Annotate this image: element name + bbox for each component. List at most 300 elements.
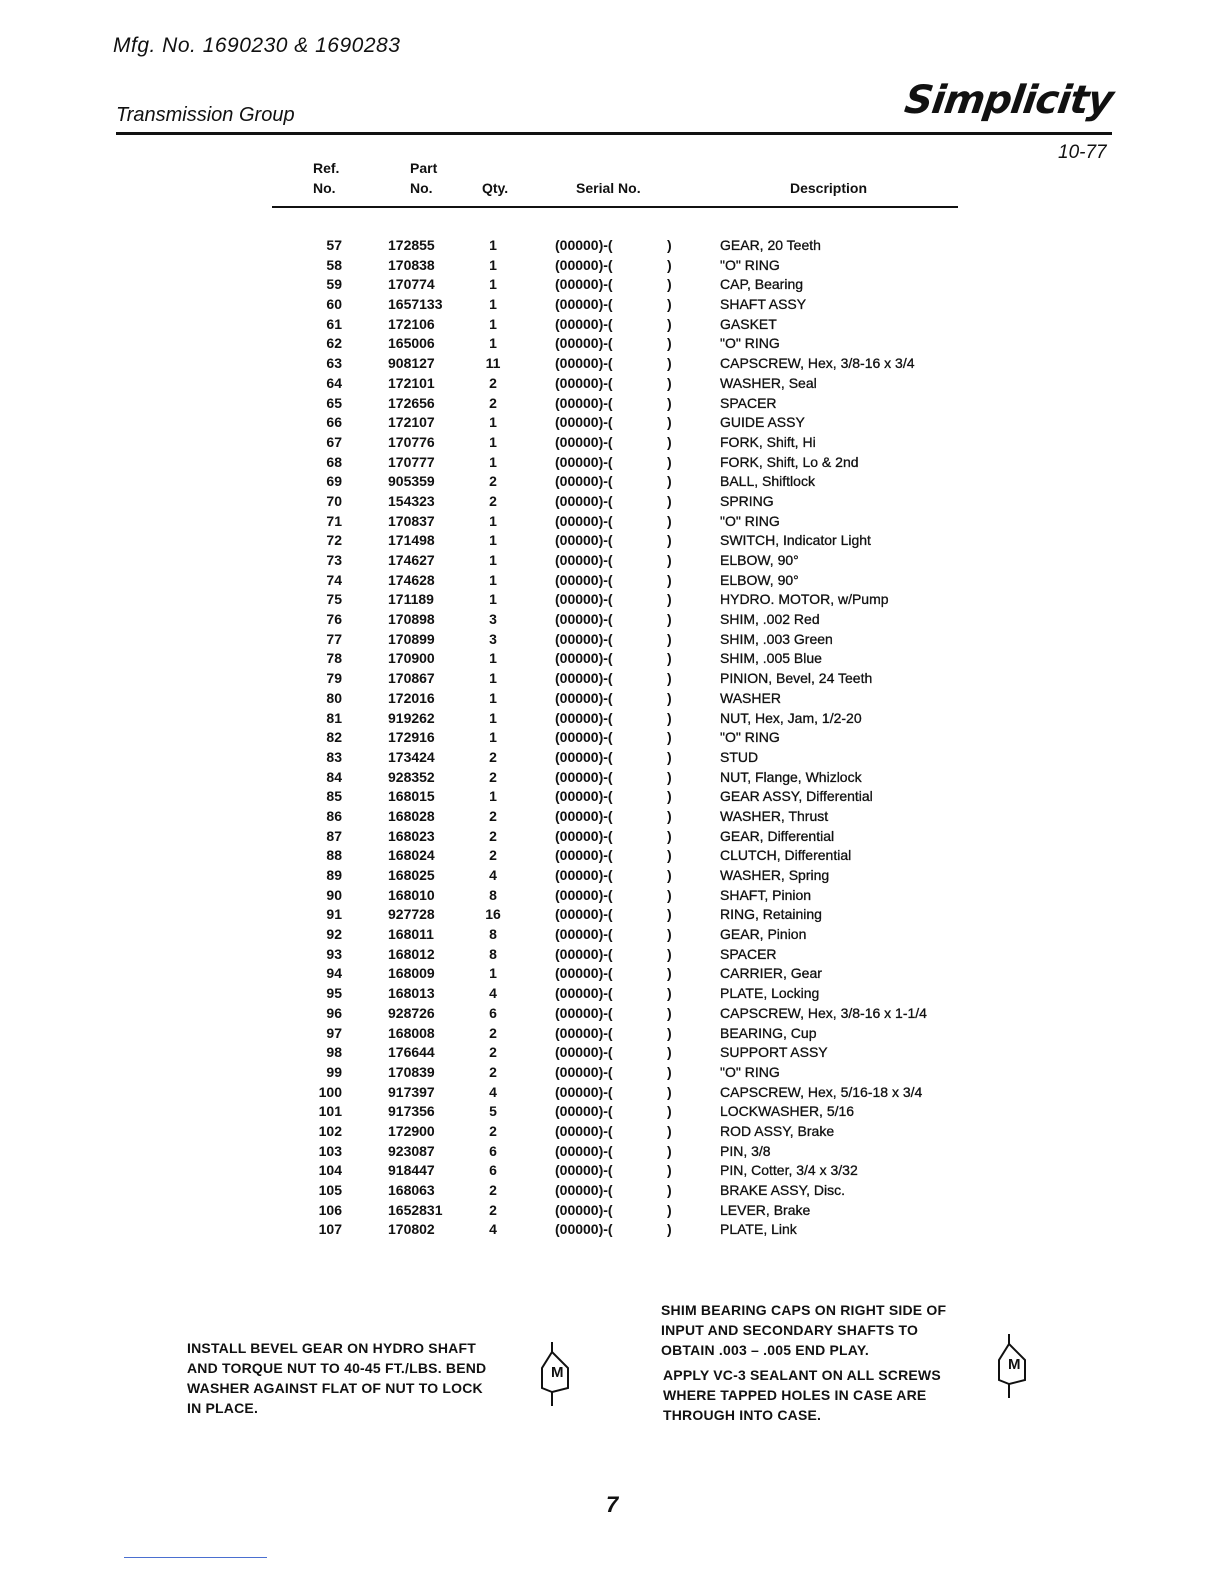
table-row — [0, 1004, 1224, 1024]
table-row — [0, 649, 1224, 669]
serial-no-cell: (00000)-( — [555, 1044, 613, 1061]
ref-no-cell: 104 — [318, 1162, 342, 1179]
quantity-cell: 11 — [485, 355, 501, 372]
table-row — [0, 630, 1224, 650]
table-row — [0, 315, 1224, 335]
quantity-cell: 8 — [489, 886, 497, 903]
section-title: Transmission Group — [116, 104, 295, 126]
part-no-cell: 171189 — [388, 591, 434, 608]
qty-header: Qty. — [482, 180, 509, 196]
description-cell: WASHER, Spring — [720, 867, 830, 883]
serial-no-cell: (00000)-( — [555, 965, 613, 982]
ref-no-cell: 78 — [326, 650, 342, 667]
brand-logo: Simplicity — [901, 78, 1116, 123]
part-no-cell: 928352 — [388, 768, 435, 785]
part-no-cell: 171498 — [388, 532, 435, 549]
table-row — [0, 610, 1224, 630]
table-row — [0, 472, 1224, 492]
serial-no-cell: (00000)-( — [555, 1063, 613, 1080]
part-no-cell: 154323 — [388, 492, 435, 509]
serial-no-cell: (00000)-( — [555, 788, 613, 805]
part-no-cell: 172016 — [388, 689, 435, 706]
column-header-rule — [272, 206, 958, 208]
ref-no-cell: 100 — [318, 1083, 342, 1100]
part-no-cell: 170899 — [388, 630, 435, 647]
ref-no-cell: 60 — [326, 296, 342, 313]
serial-no-cell: (00000)-( — [555, 886, 613, 903]
serial-no-cell: (00000)-( — [555, 414, 613, 431]
table-row — [0, 433, 1224, 453]
table-row — [0, 531, 1224, 551]
quantity-cell: 1 — [489, 453, 497, 470]
serial-no-cell: (00000)-( — [555, 926, 613, 943]
serial-close-cell: ) — [667, 748, 672, 765]
description-cell: ROD ASSY, Brake — [720, 1122, 835, 1139]
table-row — [0, 413, 1224, 433]
serial-close-cell: ) — [667, 394, 672, 411]
serial-no-cell: (00000)-( — [555, 453, 613, 470]
table-row — [0, 925, 1224, 945]
quantity-cell: 1 — [489, 237, 497, 253]
serial-no-cell: (00000)-( — [555, 512, 613, 529]
serial-close-cell: ) — [667, 945, 672, 962]
serial-no-cell: (00000)-( — [555, 847, 613, 864]
manual-marker-letter: M — [1008, 1356, 1021, 1373]
part-no-cell: 170898 — [388, 611, 435, 628]
ref-no-cell: 82 — [326, 729, 342, 746]
table-row — [0, 669, 1224, 689]
ref-no-cell: 71 — [326, 512, 342, 529]
ref-no-cell: 57 — [326, 237, 342, 253]
serial-close-cell: ) — [667, 591, 672, 608]
table-row — [0, 827, 1224, 847]
description-cell: FORK, Shift, Hi — [720, 433, 816, 450]
serial-no-cell: (00000)-( — [555, 709, 613, 726]
table-row — [0, 236, 1224, 256]
description-header: Description — [790, 180, 868, 196]
table-row — [0, 1220, 1224, 1240]
quantity-cell: 8 — [489, 945, 497, 962]
quantity-cell: 1 — [489, 650, 497, 667]
description-cell: SPRING — [720, 492, 774, 509]
manual-marker-letter: M — [551, 1364, 564, 1381]
quantity-cell: 8 — [489, 926, 497, 943]
description-cell: "O" RING — [720, 729, 780, 746]
serial-no-cell: (00000)-( — [555, 532, 613, 549]
table-row — [0, 886, 1224, 906]
quantity-cell: 3 — [489, 630, 497, 647]
note-bevel-gear: INSTALL BEVEL GEAR ON HYDRO SHAFT AND TORQUE NUT TO 40-45 FT./LBS. BEND WASHER AGAINST FLAT OF NUT TO LOCK IN PLACE. — [187, 1340, 487, 1416]
header-rule — [116, 132, 1112, 135]
serial-no-cell: (00000)-( — [555, 689, 613, 706]
quantity-cell: 1 — [489, 709, 497, 726]
description-cell: CAPSCREW, Hex, 3/8-16 x 3/4 — [720, 355, 915, 372]
part-no-cell: 170776 — [388, 433, 435, 450]
description-cell: SWITCH, Indicator Light — [720, 532, 871, 549]
ref-no-cell: 61 — [326, 315, 342, 332]
description-cell: "O" RING — [720, 512, 780, 529]
description-cell: PLATE, Link — [720, 1221, 797, 1238]
table-row — [0, 866, 1224, 886]
serial-no-cell: (00000)-( — [555, 1162, 613, 1179]
description-cell: CARRIER, Gear — [720, 965, 822, 982]
table-row — [0, 945, 1224, 965]
description-cell: GEAR ASSY, Differential — [720, 788, 873, 805]
quantity-cell: 2 — [489, 473, 497, 490]
description-cell: WASHER — [720, 689, 781, 706]
ref-no-cell: 83 — [326, 748, 342, 765]
quantity-cell: 6 — [489, 1162, 497, 1179]
serial-no-cell: (00000)-( — [555, 335, 613, 352]
table-row — [0, 905, 1224, 925]
serial-close-cell: ) — [667, 1201, 672, 1218]
description-cell: GUIDE ASSY — [720, 414, 805, 431]
part-no-cell: 1652831 — [388, 1201, 443, 1218]
part-no-cell: 172107 — [388, 414, 435, 431]
part-no-cell: 172106 — [388, 315, 435, 332]
serial-close-cell: ) — [667, 709, 672, 726]
table-row — [0, 492, 1224, 512]
serial-close-cell: ) — [667, 807, 672, 824]
quantity-cell: 1 — [489, 512, 497, 529]
serial-close-cell: ) — [667, 788, 672, 805]
serial-close-cell: ) — [667, 256, 672, 273]
serial-close-cell: ) — [667, 670, 672, 687]
table-row — [0, 275, 1224, 295]
part-no-cell: 1657133 — [388, 296, 443, 313]
serial-close-cell: ) — [667, 1221, 672, 1238]
table-row — [0, 590, 1224, 610]
description-cell: STUD — [720, 748, 759, 765]
serial-close-cell: ) — [667, 926, 672, 943]
table-row — [0, 256, 1224, 276]
description-cell: GEAR, Pinion — [720, 926, 807, 943]
table-row — [0, 984, 1224, 1004]
description-cell: SPACER — [720, 394, 777, 411]
serial-close-cell: ) — [667, 355, 672, 372]
serial-no-cell: (00000)-( — [555, 492, 613, 509]
table-row — [0, 453, 1224, 473]
quantity-cell: 4 — [489, 1221, 497, 1238]
ref-no-cell: 80 — [326, 689, 342, 706]
mfg-number: Mfg. No. 1690230 & 1690283 — [113, 34, 401, 57]
quantity-cell: 2 — [489, 1182, 497, 1198]
description-cell: "O" RING — [720, 256, 780, 273]
serial-close-cell: ) — [667, 1182, 672, 1198]
part-no-cell: 170837 — [388, 512, 435, 529]
ref-no-cell: 95 — [326, 985, 342, 1002]
part-no-cell: 927728 — [388, 906, 435, 923]
serial-no-cell: (00000)-( — [555, 237, 613, 253]
part-header-line1: Part — [410, 160, 438, 176]
serial-close-cell: ) — [667, 237, 672, 253]
serial-close-cell: ) — [667, 552, 672, 568]
description-cell: BRAKE ASSY, Disc. — [720, 1182, 846, 1198]
part-no-cell: 917397 — [388, 1083, 435, 1100]
serial-no-cell: (00000)-( — [555, 729, 613, 746]
quantity-cell: 2 — [489, 1201, 497, 1218]
part-no-cell: 176644 — [388, 1044, 435, 1061]
ref-no-cell: 81 — [326, 709, 342, 726]
description-cell: FORK, Shift, Lo & 2nd — [720, 453, 859, 470]
serial-no-cell: (00000)-( — [555, 374, 613, 391]
description-cell: PLATE, Locking — [720, 985, 820, 1002]
serial-no-cell: (00000)-( — [555, 276, 613, 293]
description-cell: PIN, Cotter, 3/4 x 3/32 — [720, 1162, 858, 1179]
description-cell: WASHER, Thrust — [720, 807, 829, 824]
table-row — [0, 689, 1224, 709]
table-row — [0, 1083, 1224, 1103]
description-cell: SHIM, .005 Blue — [720, 650, 822, 667]
page-number: 7 — [606, 1492, 619, 1517]
quantity-cell: 4 — [489, 1083, 497, 1100]
serial-no-cell: (00000)-( — [555, 591, 613, 608]
serial-close-cell: ) — [667, 1063, 672, 1080]
quantity-cell: 3 — [489, 611, 497, 628]
table-row — [0, 709, 1224, 729]
part-no-cell: 168025 — [388, 867, 435, 883]
serial-close-cell: ) — [667, 630, 672, 647]
serial-close-cell: ) — [667, 965, 672, 982]
description-cell: GEAR, Differential — [720, 827, 835, 844]
serial-no-cell: (00000)-( — [555, 807, 613, 824]
quantity-cell: 1 — [489, 552, 497, 568]
part-no-cell: 174627 — [388, 552, 435, 568]
part-no-cell: 168015 — [388, 788, 435, 805]
table-row — [0, 354, 1224, 374]
table-row — [0, 1181, 1224, 1201]
description-cell: "O" RING — [720, 335, 780, 352]
serial-close-cell: ) — [667, 867, 672, 883]
part-no-cell: 919262 — [388, 709, 435, 726]
serial-close-cell: ) — [667, 433, 672, 450]
ref-no-cell: 107 — [318, 1221, 342, 1238]
part-no-cell: 168063 — [388, 1182, 435, 1198]
serial-no-cell: (00000)-( — [555, 473, 613, 490]
serial-no-cell: (00000)-( — [555, 1201, 613, 1218]
serial-no-cell: (00000)-( — [555, 1103, 613, 1120]
quantity-cell: 1 — [489, 256, 497, 273]
description-cell: CAPSCREW, Hex, 5/16-18 x 3/4 — [720, 1083, 923, 1100]
ref-header-line1: Ref. — [313, 160, 340, 176]
description-cell: PIN, 3/8 — [720, 1142, 771, 1159]
description-cell: BEARING, Cup — [720, 1024, 817, 1041]
part-no-cell: 168009 — [388, 965, 435, 982]
serial-close-cell: ) — [667, 1004, 672, 1021]
ref-no-cell: 90 — [326, 886, 342, 903]
serial-close-cell: ) — [667, 532, 672, 549]
table-row — [0, 394, 1224, 414]
serial-no-cell: (00000)-( — [555, 867, 613, 883]
quantity-cell: 1 — [489, 788, 497, 805]
quantity-cell: 6 — [489, 1142, 497, 1159]
table-row — [0, 512, 1224, 532]
ref-no-cell: 92 — [326, 926, 342, 943]
serial-no-cell: (00000)-( — [555, 552, 613, 568]
quantity-cell: 4 — [489, 985, 497, 1002]
table-row — [0, 1102, 1224, 1122]
description-cell: SHIM, .003 Green — [720, 630, 833, 647]
serial-close-cell: ) — [667, 650, 672, 667]
table-row — [0, 1201, 1224, 1221]
table-row — [0, 551, 1224, 571]
ref-no-cell: 97 — [326, 1024, 342, 1041]
description-cell: WASHER, Seal — [720, 374, 817, 391]
footer-rule — [124, 1557, 267, 1558]
description-cell: ELBOW, 90° — [720, 552, 799, 568]
note-sealant: APPLY VC-3 SEALANT ON ALL SCREWS WHERE TAPPED HOLES IN CASE ARE THROUGH INTO CASE. — [663, 1367, 941, 1423]
serial-close-cell: ) — [667, 1024, 672, 1041]
quantity-cell: 2 — [489, 807, 497, 824]
ref-no-cell: 87 — [326, 827, 342, 844]
quantity-cell: 1 — [489, 689, 497, 706]
serial-close-cell: ) — [667, 827, 672, 844]
part-no-cell: 170777 — [388, 453, 435, 470]
ref-no-cell: 88 — [326, 847, 342, 864]
quantity-cell: 1 — [489, 315, 497, 332]
serial-close-cell: ) — [667, 276, 672, 293]
quantity-cell: 1 — [489, 335, 497, 352]
description-cell: BALL, Shiftlock — [720, 473, 815, 490]
serial-close-cell: ) — [667, 374, 672, 391]
serial-no-cell: (00000)-( — [555, 985, 613, 1002]
serial-close-cell: ) — [667, 906, 672, 923]
description-cell: ELBOW, 90° — [720, 571, 799, 588]
quantity-cell: 1 — [489, 965, 497, 982]
part-no-cell: 168013 — [388, 985, 435, 1002]
table-row — [0, 768, 1224, 788]
table-row — [0, 1024, 1224, 1044]
part-no-cell: 917356 — [388, 1103, 435, 1120]
quantity-cell: 1 — [489, 296, 497, 313]
serial-no-cell: (00000)-( — [555, 1221, 613, 1238]
part-no-cell: 905359 — [388, 473, 435, 490]
serial-no-cell: (00000)-( — [555, 670, 613, 687]
quantity-cell: 2 — [489, 768, 497, 785]
table-row — [0, 748, 1224, 768]
serial-close-cell: ) — [667, 473, 672, 490]
ref-header-line2: No. — [313, 180, 336, 196]
quantity-cell: 2 — [489, 1122, 497, 1139]
ref-no-cell: 101 — [318, 1103, 342, 1120]
ref-no-cell: 74 — [326, 571, 342, 588]
serial-close-cell: ) — [667, 1044, 672, 1061]
ref-no-cell: 86 — [326, 807, 342, 824]
description-cell: "O" RING — [720, 1063, 780, 1080]
ref-no-cell: 68 — [326, 453, 342, 470]
part-no-cell: 170802 — [388, 1221, 435, 1238]
description-cell: SHIM, .002 Red — [720, 611, 820, 628]
quantity-cell: 2 — [489, 1024, 497, 1041]
manual-marker-icon — [538, 1340, 578, 1410]
part-no-cell: 172916 — [388, 729, 435, 746]
ref-no-cell: 59 — [326, 276, 342, 293]
description-cell: SPACER — [720, 945, 777, 962]
serial-close-cell: ) — [667, 985, 672, 1002]
serial-no-cell: (00000)-( — [555, 315, 613, 332]
serial-no-cell: (00000)-( — [555, 611, 613, 628]
ref-no-cell: 66 — [326, 414, 342, 431]
table-row — [0, 728, 1224, 748]
quantity-cell: 5 — [489, 1103, 497, 1120]
serial-no-cell: (00000)-( — [555, 906, 613, 923]
ref-no-cell: 73 — [326, 552, 342, 568]
description-cell: HYDRO. MOTOR, w/Pump — [720, 591, 889, 608]
quantity-cell: 2 — [489, 394, 497, 411]
serial-no-cell: (00000)-( — [555, 630, 613, 647]
part-no-cell: 168028 — [388, 807, 435, 824]
serial-no-cell: (00000)-( — [555, 1122, 613, 1139]
ref-no-cell: 89 — [326, 867, 342, 883]
serial-no-cell: (00000)-( — [555, 1182, 613, 1198]
serial-no-header: Serial No. — [576, 180, 641, 196]
table-row — [0, 1063, 1224, 1083]
ref-no-cell: 58 — [326, 256, 342, 273]
quantity-cell: 2 — [489, 1063, 497, 1080]
serial-no-cell: (00000)-( — [555, 296, 613, 313]
ref-no-cell: 76 — [326, 611, 342, 628]
part-header-line2: No. — [410, 180, 433, 196]
serial-no-cell: (00000)-( — [555, 1004, 613, 1021]
parts-list — [0, 236, 1224, 1240]
description-cell: SHAFT, Pinion — [720, 886, 812, 903]
part-no-cell: 168011 — [388, 926, 434, 943]
quantity-cell: 2 — [489, 374, 497, 391]
part-no-cell: 168012 — [388, 945, 435, 962]
serial-no-cell: (00000)-( — [555, 768, 613, 785]
part-no-cell: 918447 — [388, 1162, 435, 1179]
quantity-cell: 2 — [489, 847, 497, 864]
part-no-cell: 168008 — [388, 1024, 435, 1041]
serial-no-cell: (00000)-( — [555, 748, 613, 765]
serial-no-cell: (00000)-( — [555, 1083, 613, 1100]
table-row — [0, 295, 1224, 315]
quantity-cell: 2 — [489, 492, 497, 509]
part-no-cell: 172656 — [388, 394, 435, 411]
serial-close-cell: ) — [667, 729, 672, 746]
serial-close-cell: ) — [667, 296, 672, 313]
quantity-cell: 1 — [489, 414, 497, 431]
quantity-cell: 1 — [489, 276, 497, 293]
serial-no-cell: (00000)-( — [555, 394, 613, 411]
description-cell: NUT, Hex, Jam, 1/2-20 — [720, 709, 862, 726]
quantity-cell: 6 — [489, 1004, 497, 1021]
table-row — [0, 846, 1224, 866]
serial-no-cell: (00000)-( — [555, 650, 613, 667]
table-row — [0, 787, 1224, 807]
ref-no-cell: 91 — [326, 906, 342, 923]
part-no-cell: 168010 — [388, 886, 435, 903]
quantity-cell: 1 — [489, 433, 497, 450]
serial-no-cell: (00000)-( — [555, 256, 613, 273]
quantity-cell: 1 — [489, 571, 497, 588]
table-row — [0, 1122, 1224, 1142]
ref-no-cell: 75 — [326, 591, 342, 608]
ref-no-cell: 99 — [326, 1063, 342, 1080]
part-no-cell: 928726 — [388, 1004, 435, 1021]
serial-close-cell: ) — [667, 335, 672, 352]
description-cell: CLUTCH, Differential — [720, 847, 852, 864]
part-no-cell: 170867 — [388, 670, 435, 687]
serial-close-cell: ) — [667, 768, 672, 785]
table-row — [0, 1043, 1224, 1063]
serial-close-cell: ) — [667, 414, 672, 431]
part-no-cell: 165006 — [388, 335, 435, 352]
ref-no-cell: 64 — [326, 374, 342, 391]
ref-no-cell: 67 — [326, 433, 342, 450]
part-no-cell: 908127 — [388, 355, 435, 372]
revision-date: 10-77 — [1058, 142, 1107, 163]
